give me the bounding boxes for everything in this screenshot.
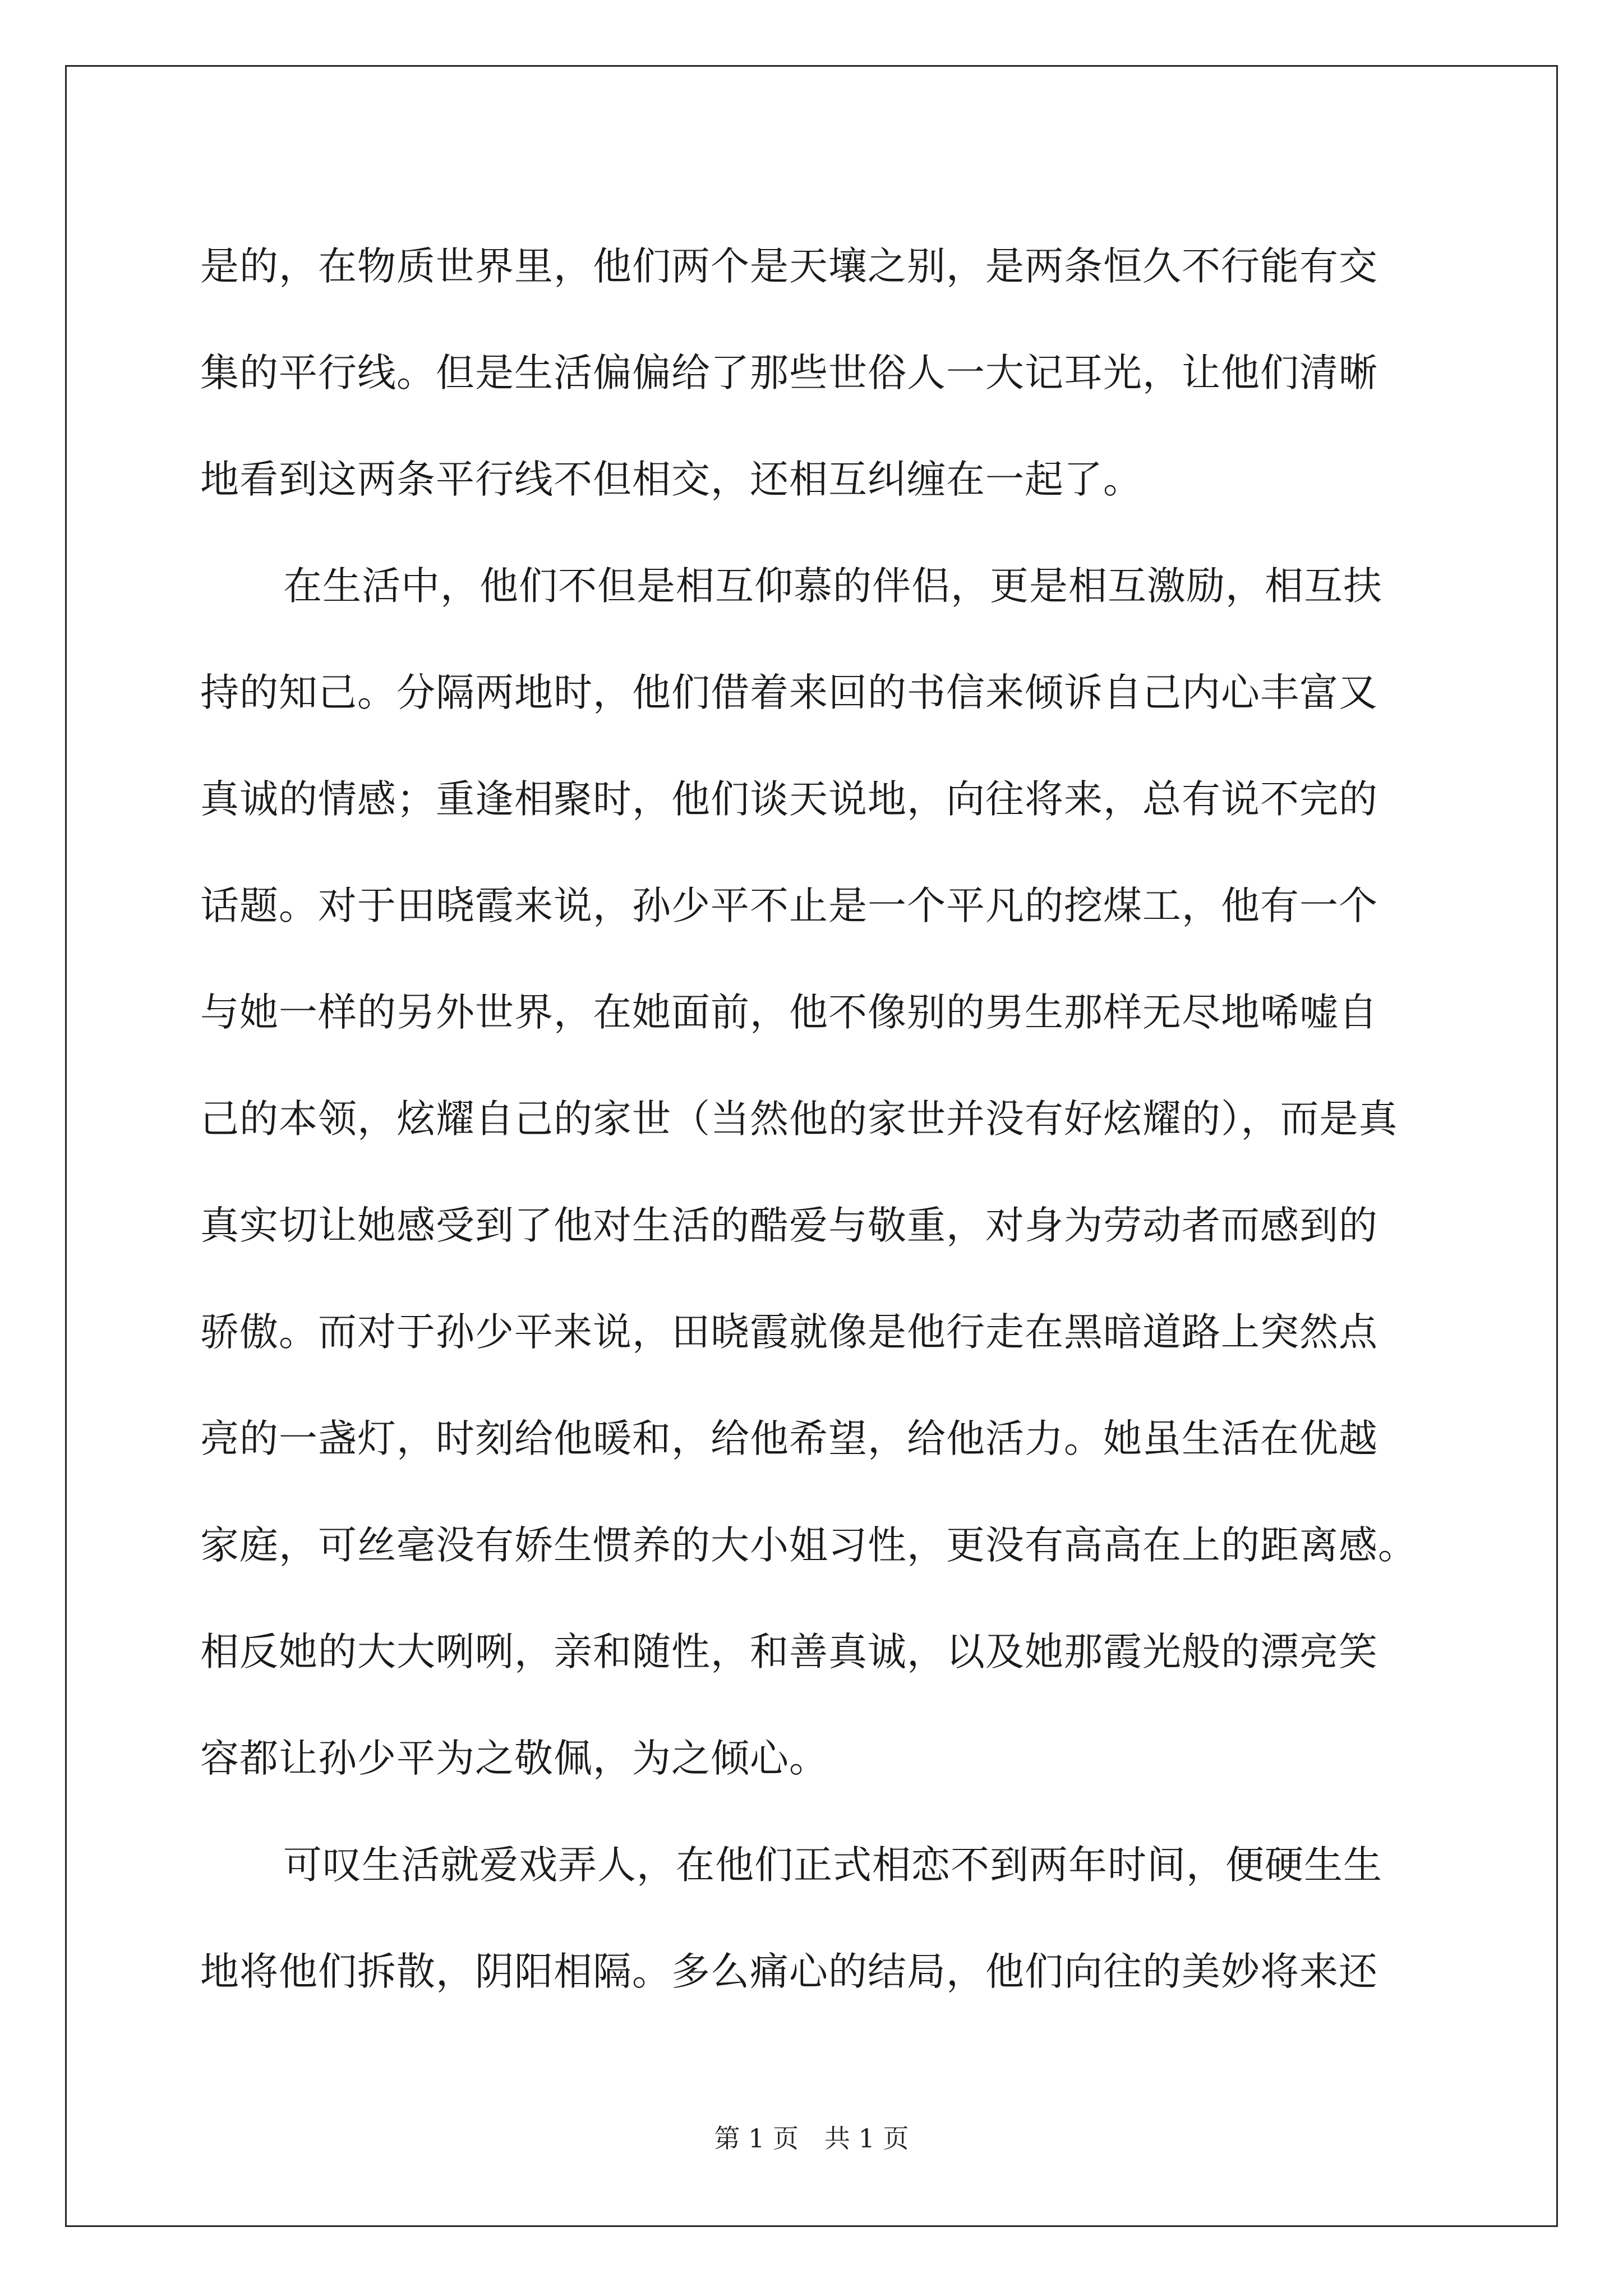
text-line: 家庭，可丝毫没有娇生惯养的大小姐习性，更没有高高在上的距离感。 [200, 1523, 1417, 1568]
text-line: 在生活中，他们不但是相互仰慕的伴侣，更是相互激励，相互扶 [283, 564, 1382, 609]
text-line: 亮的一盏灯，时刻给他暖和，给他希望，给他活力。她虽生活在优越 [200, 1416, 1378, 1461]
text-line: 与她一样的另外世界，在她面前，他不像别的男生那样无尽地唏嘘自 [200, 990, 1378, 1035]
text-line: 相反她的大大咧咧，亲和随性，和善真诚，以及她那霞光般的漂亮笑 [200, 1630, 1378, 1674]
text-line: 是的，在物质世界里，他们两个是天壤之别，是两条恒久不行能有交 [200, 244, 1378, 289]
text-line: 己的本领，炫耀自己的家世（当然他的家世并没有好炫耀的），而是真 [200, 1097, 1398, 1142]
page-number-label: 第 1 页 共 1 页 [714, 2123, 909, 2154]
text-line: 持的知己。分隔两地时，他们借着来回的书信来倾诉自己内心丰富又 [200, 670, 1378, 715]
text-line: 骄傲。而对于孙少平来说，田晓霞就像是他行走在黑暗道路上突然点 [200, 1310, 1378, 1355]
text-line: 地将他们拆散，阴阳相隔。多么痛心的结局，他们向往的美妙将来还 [200, 1949, 1378, 1994]
text-line: 容都让孙少平为之敬佩，为之倾心。 [200, 1736, 828, 1781]
text-line: 地看到这两条平行线不但相交，还相互纠缠在一起了。 [200, 457, 1142, 502]
document-body [200, 213, 1456, 2025]
page-footer [0, 2122, 1623, 2155]
text-line: 真实切让她感受到了他对生活的酷爱与敬重，对身为劳动者而感到的 [200, 1203, 1378, 1248]
text-line: 话题。对于田晓霞来说，孙少平不止是一个平凡的挖煤工，他有一个 [200, 884, 1378, 928]
text-line: 集的平行线。但是生活偏偏给了那些世俗人一大记耳光，让他们清晰 [200, 351, 1378, 395]
text-line: 可叹生活就爱戏弄人，在他们正式相恋不到两年时间，便硬生生 [283, 1843, 1382, 1888]
text-line: 真诚的情感；重逢相聚时，他们谈天说地，向往将来，总有说不完的 [200, 777, 1378, 822]
